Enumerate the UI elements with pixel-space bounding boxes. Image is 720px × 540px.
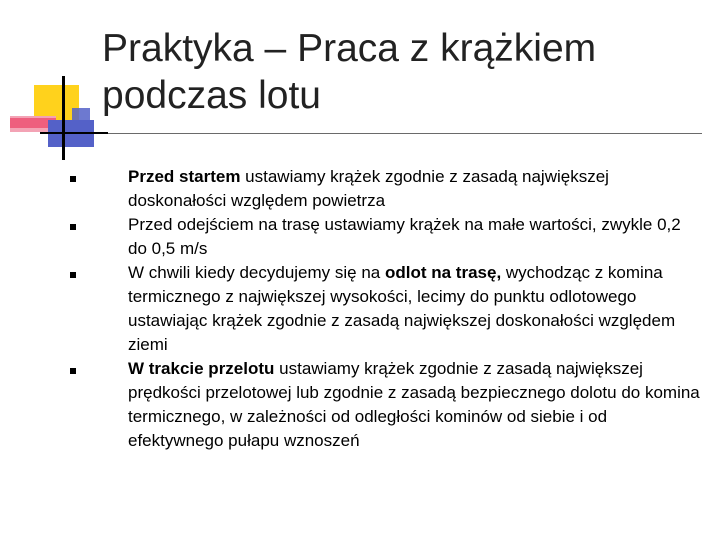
bullet-text: Przed odejściem na trasę ustawiamy krążek na małe wartości, zwykle 0,2 do 0,5 m/s: [128, 215, 681, 258]
bullet-list: [60, 165, 700, 453]
decor-blue-accent: [72, 108, 90, 120]
decor-vertical-line: [62, 76, 65, 160]
bullet-item: [60, 213, 700, 261]
square-bullet-icon: [70, 368, 76, 374]
title-underline-accent: [40, 132, 108, 134]
square-bullet-icon: [70, 176, 76, 182]
bullet-item: [60, 357, 700, 453]
bullet-text-bold: W trakcie przelotu: [128, 359, 275, 378]
page-title: Praktyka – Praca z krążkiem podczas lotu: [102, 27, 597, 117]
bullet-text-bold: odlot na trasę,: [384, 263, 502, 282]
title-underline: [40, 133, 702, 134]
bullet-text-bold: Przed startem: [128, 167, 241, 186]
square-bullet-icon: [70, 224, 76, 230]
bullet-item: [60, 165, 700, 213]
bullet-text: ustawiamy krążek zgodnie z zasadą największej prędkości przelotowej lub zgodnie z zasadą bezpiecznego dolotu do komina termicznego, w zależności od odległości kominów od siebie i od efektywnego pułapu wznoszeń: [128, 359, 700, 450]
square-bullet-icon: [70, 272, 76, 278]
bullet-text: wychodząc z komina termicznego z największej wysokości, lecimy do punktu odlotowego ustawiając krążek zgodnie z zasadą największej doskonałości względem ziemi: [128, 263, 676, 354]
bullet-text: W chwili kiedy decydujemy się na: [128, 263, 385, 282]
bullet-item: [60, 261, 700, 357]
bullet-text: ustawiamy krążek zgodnie z zasadą największej doskonałości względem powietrza: [128, 167, 609, 210]
